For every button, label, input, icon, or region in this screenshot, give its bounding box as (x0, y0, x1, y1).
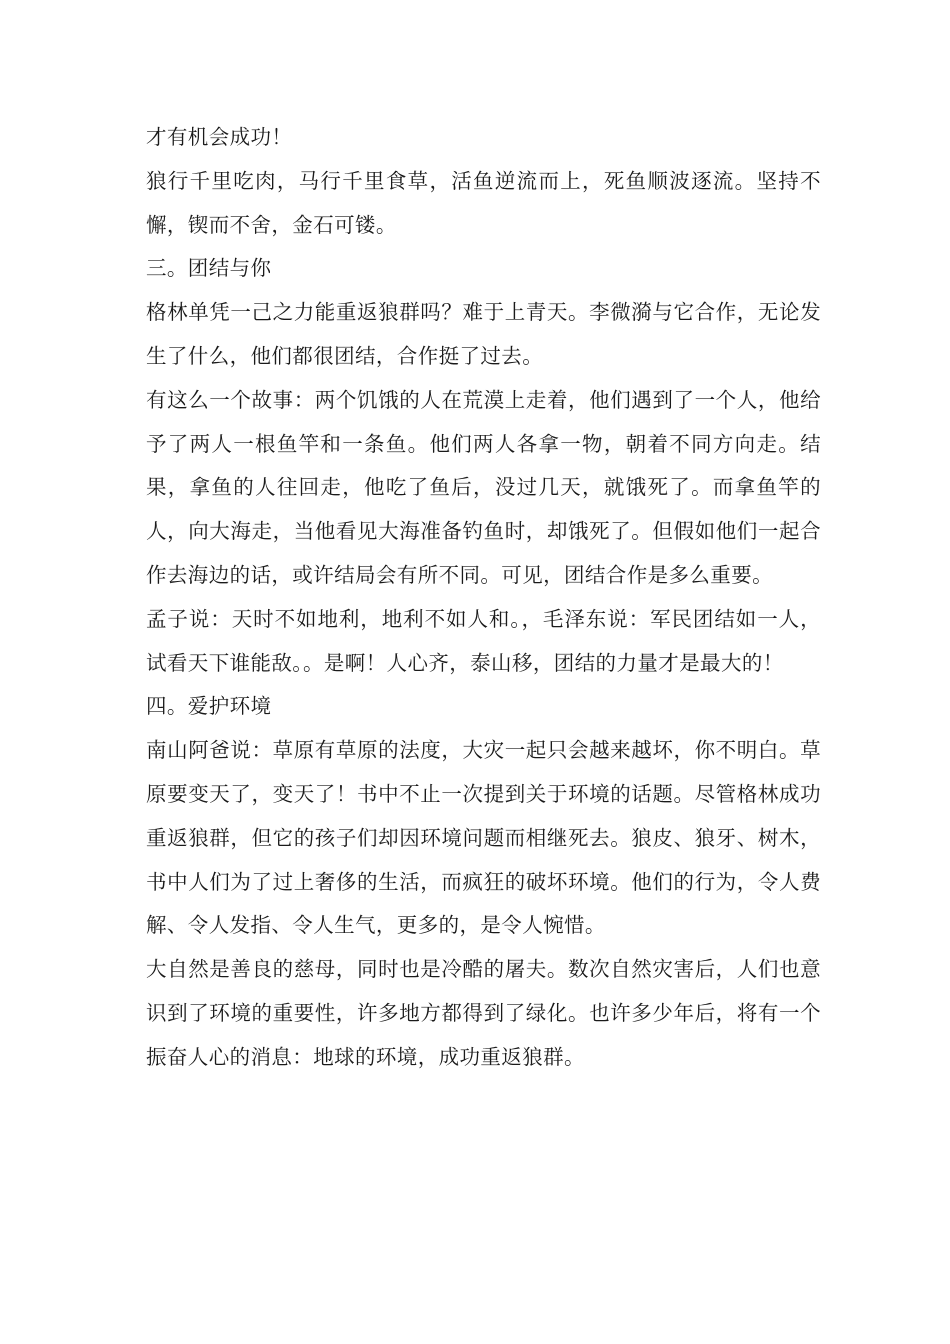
paragraph-grassland: 南山阿爸说：草原有草原的法度，大灾一起只会越来越坏，你不明白。草原要变天了，变天了！书中不止一次提到关于环境的话题。尽管格林成功重返狼群，但它的孩子们却因环境问题而相继死去。狼皮、狼牙、树木，书中人们为了过上奢侈的生活，而疯狂的破坏环境。他们的行为，令人费解、令人发指、令人生气，更多的，是令人惋惜。 (146, 738, 821, 938)
paragraph-mencius-quote: 孟子说：天时不如地利，地利不如人和。，毛泽东说：军民团结如一人，试看天下谁能敌。。是啊！人心齐，泰山移，团结的力量才是最大的！ (146, 606, 821, 675)
paragraph-persistence: 狼行千里吃肉，马行千里食草，活鱼逆流而上，死鱼顺波逐流。坚持不懈，锲而不舍，金石可镂。 (146, 168, 821, 237)
section-heading-unity: 三。团结与你 (146, 256, 272, 281)
section-heading-environment: 四。爱护环境 (146, 694, 272, 719)
paragraph-success: 才有机会成功！ (146, 125, 293, 149)
paragraph-greene-cooperation: 格林单凭一己之力能重返狼群吗？难于上青天。李微漪与它合作，无论发生了什么，他们都很团结，合作挺了过去。 (146, 300, 821, 368)
document-body (146, 116, 821, 1080)
paragraph-nature: 大自然是善良的慈母，同时也是冷酷的屠夫。数次自然灾害后，人们也意识到了环境的重要性，许多地方都得到了绿化。也许多少年后，将有一个振奋人心的消息：地球的环境，成功重返狼群。 (146, 957, 821, 1069)
paragraph-fishing-story: 有这么一个故事：两个饥饿的人在荒漠上走着，他们遇到了一个人，他给予了两人一根鱼竿和一条鱼。他们两人各拿一物，朝着不同方向走。结果，拿鱼的人往回走，他吃了鱼后，没过几天，就饿死了。而拿鱼竿的人，向大海走，当他看见大海准备钓鱼时，却饿死了。但假如他们一起合作去海边的话，或许结局会有所不同。可见，团结合作是多么重要。 (146, 387, 821, 587)
